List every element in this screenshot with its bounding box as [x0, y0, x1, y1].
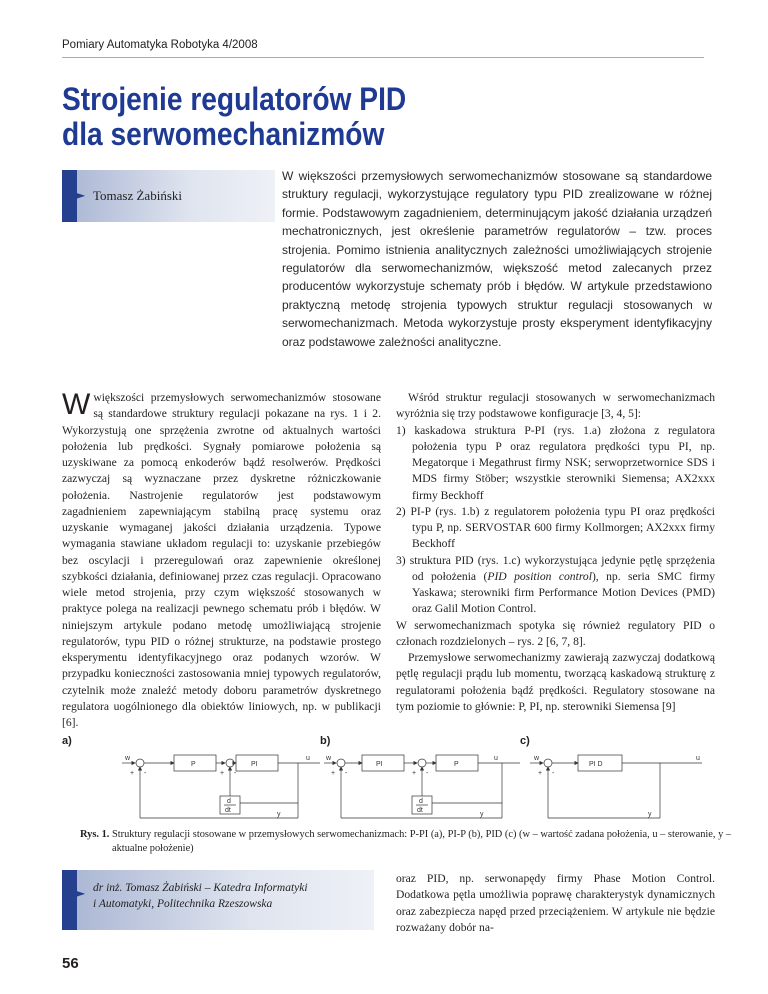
- block-diagrams: [62, 748, 722, 824]
- caption-text: Struktury regulacji stosowane w przemysłowych serwomechanizmach: P-PI (a), PI-P (b), PID (c) (w – wartość zadana położenia, u – sterowanie, y – aktualne położenie): [111, 829, 732, 854]
- minus-sign: -: [234, 770, 237, 777]
- derivative-dt: dt: [417, 807, 423, 814]
- signal-y: y: [648, 811, 652, 818]
- minus-sign: -: [345, 770, 348, 777]
- derivative-d: d: [419, 798, 423, 805]
- abstract: W większości przemysłowych serwomechanizmów stosowane są standardowe struktury regulacji, wykorzystujące regulatory typu PID zrealizowane w różnej formie. Podstawowym zagadnieniem, determinującym jakość działania urządzeń mechatronicznych, jest określenie parametrów regulatorów – tzw. proces strojenia. Pomimo istnienia analitycznych zależności umożliwiających strojenie regulatorów dla serwomechanizmów, większość metod zalecanych przez producentów wykorzystuje schematy prób i błędów. W artykule przedstawiono praktyczną metodę strojenia typowych struktur regulacji stosowanych w serwomechanizmach. Metoda wykorzystuje prosty eksperyment identyfikacyjny oraz podstawowe zależności analityczne.: [282, 169, 712, 349]
- signal-y: y: [277, 811, 281, 818]
- signal-u: u: [696, 755, 700, 762]
- figure-caption: [80, 828, 744, 856]
- list-item: 2) PI-P (rys. 1.b) z regulatorem położenia typu PI oraz prędkości typu P, np. SERVOSTAR 600 firmy Kollmorgen; AX2xxx firmy Beckhoff: [396, 504, 715, 551]
- sum-node: [226, 759, 234, 767]
- figure-label-c: c): [520, 735, 530, 747]
- sum-node: [418, 759, 426, 767]
- signal-u: u: [494, 755, 498, 762]
- title-line-2: dla serwomechanizmów: [62, 116, 385, 152]
- derivative-d: d: [227, 798, 231, 805]
- plus-sign: +: [130, 770, 135, 777]
- diagram-a: [122, 755, 320, 818]
- affiliation-accent-bar: [62, 870, 77, 930]
- author-name: Tomasz Żabiński: [93, 188, 182, 203]
- italic-term: PID position control: [487, 569, 592, 583]
- signal-u: u: [306, 755, 310, 762]
- minus-sign: -: [426, 770, 429, 777]
- plus-sign: +: [538, 770, 543, 777]
- plus-sign: +: [412, 770, 417, 777]
- block-p-label: P: [454, 761, 459, 768]
- list-item: 3) struktura PID (rys. 1.c) wykorzystująca jedynie pętlę sprzężenia od położenia (PID position control), np. seria SMC firmy Yaskawa; sterowniki firm Performance Motion Devices (PMD) oraz Galil Motion Control.: [396, 553, 715, 616]
- header-rule: [62, 57, 704, 58]
- author-arrow-icon: ►: [76, 188, 86, 202]
- author-accent-bar: [62, 170, 77, 222]
- affiliation-arrow-icon: ►: [76, 886, 86, 900]
- block-pid-label: PI D: [589, 761, 603, 768]
- intro-paragraph: większości przemysłowych serwomechanizmów stosowane są standardowe struktury regulacji pokazane na rys. 1 i 2. Wykorzystują one sprzężenia zwrotne od aktualnych wartości położenia lub prędkości. Sygnały pomiarowe położenia są uzyskiwane za pomocą enkoderów bądź resolwerów. Prędkości zazwyczaj są wyznaczane przez dyskretne różniczkowanie położenia. Nastrojenie regulatorów jest podstawowym zagadnieniem zapewniającym stabilną pracę systemu oraz uzyskanie wymaganej jakości działania urządzenia. Typowe wymagania stawiane układom regulacji to: uzyskanie przebiegów bez oscylacji i przeregulowań oraz zapewnienie określonej szybkości działania, definiowanej przez czas regulacji. Opracowano wiele metod strojenia, przy czym większość stosowanych w praktyce polega na realizacji pewnego schematu prób i błędów. W niniejszym artykule podano metodę umożliwiającą strojenie regulatorów, typu PID o różnej strukturze, na podstawie prostego eksperymentu identyfikacyjnego oraz podanych wzorów. W przypadku konieczności zastosowania mniej typowych regulatorów, czytelnik może znaleźć metody doboru parametrów dyskretnego regulatora uogólnionego dla obiektów liniowych, np. w publikacji [6].: [62, 391, 381, 729]
- plus-sign: +: [220, 770, 225, 777]
- body-column-2: [396, 390, 715, 715]
- signal-w: w: [534, 755, 540, 762]
- configurations-intro: Wśród struktur regulacji stosowanych w serwomechanizmach wyróżnia się trzy podstawowe konfiguracje [3, 4, 5]:: [396, 391, 715, 421]
- sum-node: [337, 759, 345, 767]
- sum-node: [544, 759, 552, 767]
- caption-label: Rys. 1.: [80, 829, 110, 840]
- plus-sign: +: [331, 770, 336, 777]
- body-column-1: [62, 390, 381, 731]
- article-title: [62, 82, 406, 152]
- block-pi-label: PI: [251, 761, 258, 768]
- separated-pid-paragraph: W serwomechanizmach spotyka się również regulatory PID o członach rozdzielonych – rys. 2 [6, 7, 8].: [396, 618, 715, 648]
- minus-sign: -: [144, 770, 147, 777]
- body-continuation: oraz PID, np. serwonapędy firmy Phase Motion Control. Dodatkowa pętla umożliwia poprawę charakterystyk dynamicznych oraz zabezpiecza napęd przed przeciążeniem. W artykule nie będzie rozważany dobór na-: [396, 872, 715, 934]
- page-number: 56: [62, 955, 79, 972]
- minus-sign: -: [552, 770, 555, 777]
- signal-y: y: [480, 811, 484, 818]
- sum-node: [136, 759, 144, 767]
- diagram-c: [530, 755, 702, 818]
- author-affiliation: dr inż. Tomasz Żabiński – Katedra Informatyki i Automatyki, Politechnika Rzeszowska: [93, 882, 308, 910]
- signal-w: w: [326, 755, 332, 762]
- block-pi: [362, 755, 404, 771]
- current-loop-paragraph: Przemysłowe serwomechanizmy zawierają zazwyczaj dodatkową pętlę regulacji prądu lub momentu, tworzącą kaskadową strukturę z regulatorami położenia bądź prędkości. Regulatory stosowane na tym poziomie to głównie: P, PI, np. sterowniki Siemensa [9]: [396, 651, 715, 713]
- derivative-dt: dt: [225, 807, 231, 814]
- block-pi-label: PI: [376, 761, 383, 768]
- figure-label-b: b): [320, 735, 331, 747]
- dropcap: W: [62, 388, 91, 421]
- figure-label-a: a): [62, 735, 72, 747]
- journal-header: Pomiary Automatyka Robotyka 4/2008: [62, 39, 258, 51]
- title-line-1: Strojenie regulatorów PID: [62, 81, 407, 117]
- signal-w: w: [125, 755, 131, 762]
- block-p-label: P: [191, 761, 196, 768]
- list-item: 1) kaskadowa struktura P-PI (rys. 1.a) złożona z regulatora położenia typu P oraz regulatora prędkości typu PI, np. Megatorque i Megathrust firmy NSK; serwoprzetwornice SDS i MDS firmy Stöber; wszystkie sterowniki Siemensa; AX2xxx firmy Beckhoff: [396, 423, 715, 502]
